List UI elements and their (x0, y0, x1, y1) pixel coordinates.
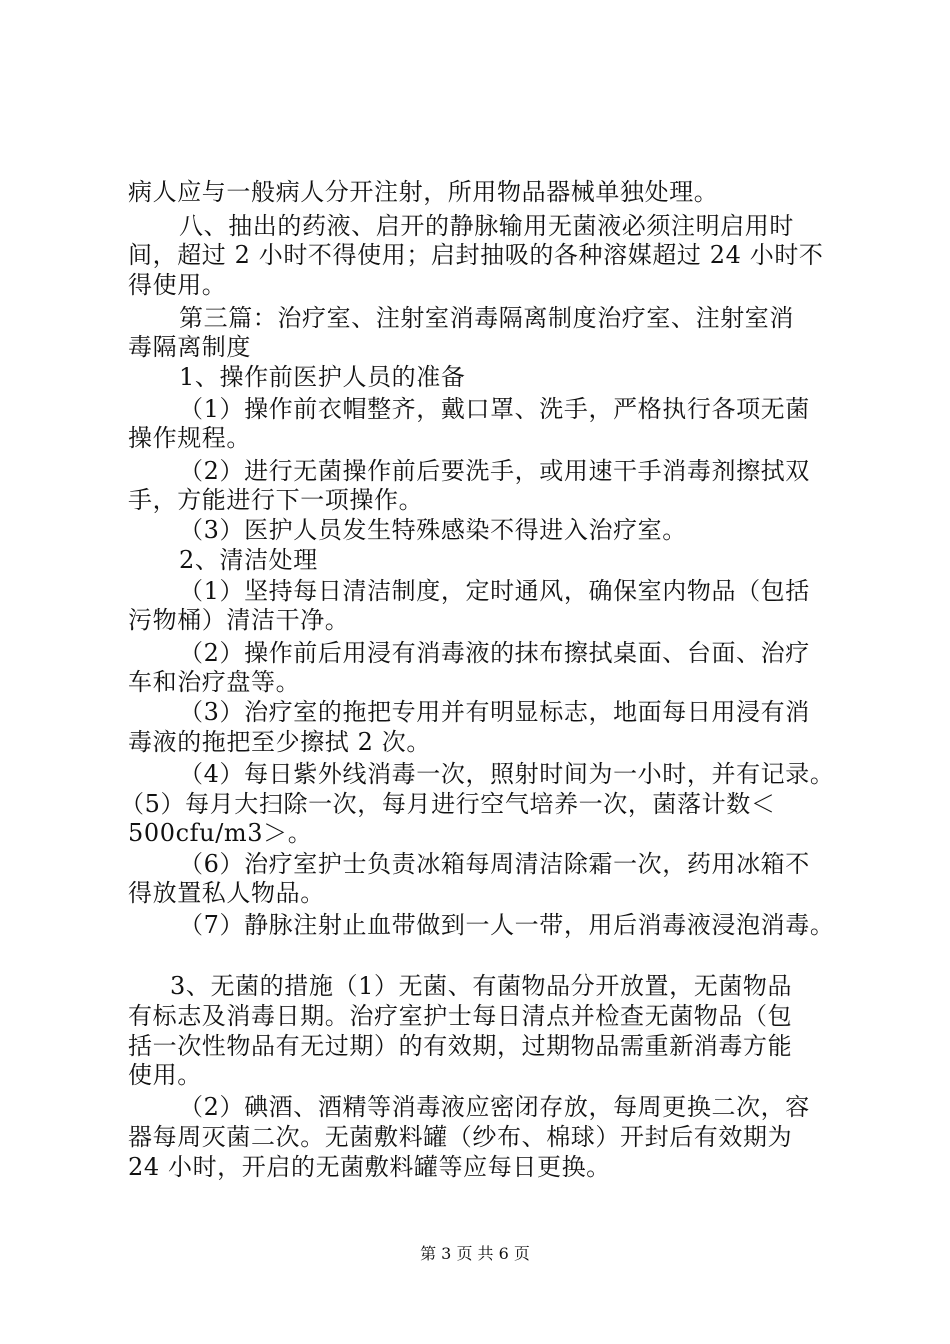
text-line: （4）每日紫外线消毒一次，照射时间为一小时，并有记录。 (179, 760, 835, 788)
text-line: 3、无菌的措施（1）无菌、有菌物品分开放置，无菌物品 (170, 972, 793, 1000)
text-line: 使用。 (128, 1061, 202, 1089)
text-line: 器每周灭菌二次。无菌敷料罐（纱布、棉球）开封后有效期为 (128, 1123, 793, 1151)
text-line: 操作规程。 (128, 424, 251, 452)
text-line: （2）碘酒、酒精等消毒液应密闭存放，每周更换二次，容 (179, 1093, 810, 1121)
text-line: 得放置私人物品。 (128, 879, 325, 907)
text-line: 间，超过 2 小时不得使用；启封抽吸的各种溶媒超过 24 小时不 (128, 241, 824, 269)
text-line: 车和治疗盘等。 (128, 668, 301, 696)
text-line: （1）坚持每日清洁制度，定时通风，确保室内物品（包括 (179, 577, 810, 605)
text-line: 八、抽出的药液、启开的静脉输用无菌液必须注明启用时 (179, 212, 794, 240)
text-line: 污物桶）清洁干净。 (128, 606, 350, 634)
text-line: （2）进行无菌操作前后要洗手，或用速干手消毒剂擦拭双 (179, 457, 810, 485)
text-line: 2、清洁处理 (179, 546, 318, 574)
text-line: （3）治疗室的拖把专用并有明显标志，地面每日用浸有消 (179, 698, 810, 726)
text-line: （3）医护人员发生特殊感染不得进入治疗室。 (179, 516, 687, 544)
text-line: 500cfu/m3＞。 (128, 819, 313, 847)
text-line: 得使用。 (128, 271, 227, 299)
text-line: 病人应与一般病人分开注射，所用物品器械单独处理。 (128, 178, 719, 206)
text-line: 1、操作前医护人员的准备 (179, 363, 466, 391)
text-line: 手，方能进行下一项操作。 (128, 486, 424, 514)
text-line: 毒隔离制度 (128, 333, 251, 361)
text-line: （6）治疗室护士负责冰箱每周清洁除霜一次，药用冰箱不 (179, 850, 810, 878)
text-line: 有标志及消毒日期。治疗室护士每日清点并检查无菌物品（包 (128, 1002, 793, 1030)
text-line: 第三篇：治疗室、注射室消毒隔离制度治疗室、注射室消 (179, 304, 794, 332)
text-line: 毒液的拖把至少擦拭 2 次。 (128, 728, 431, 756)
text-line: （7）静脉注射止血带做到一人一带，用后消毒液浸泡消毒。 (179, 911, 835, 939)
text-line: （1）操作前衣帽整齐，戴口罩、洗手，严格执行各项无菌 (179, 395, 810, 423)
text-line: （2）操作前后用浸有消毒液的抹布擦拭桌面、台面、治疗 (179, 639, 810, 667)
text-line: 24 小时，开启的无菌敷料罐等应每日更换。 (128, 1153, 611, 1181)
text-line: 括一次性物品有无过期）的有效期，过期物品需重新消毒方能 (128, 1032, 793, 1060)
page-footer: 第 3 页 共 6 页 (420, 1244, 530, 1263)
text-line: （5）每月大扫除一次，每月进行空气培养一次，菌落计数＜ (120, 790, 776, 818)
